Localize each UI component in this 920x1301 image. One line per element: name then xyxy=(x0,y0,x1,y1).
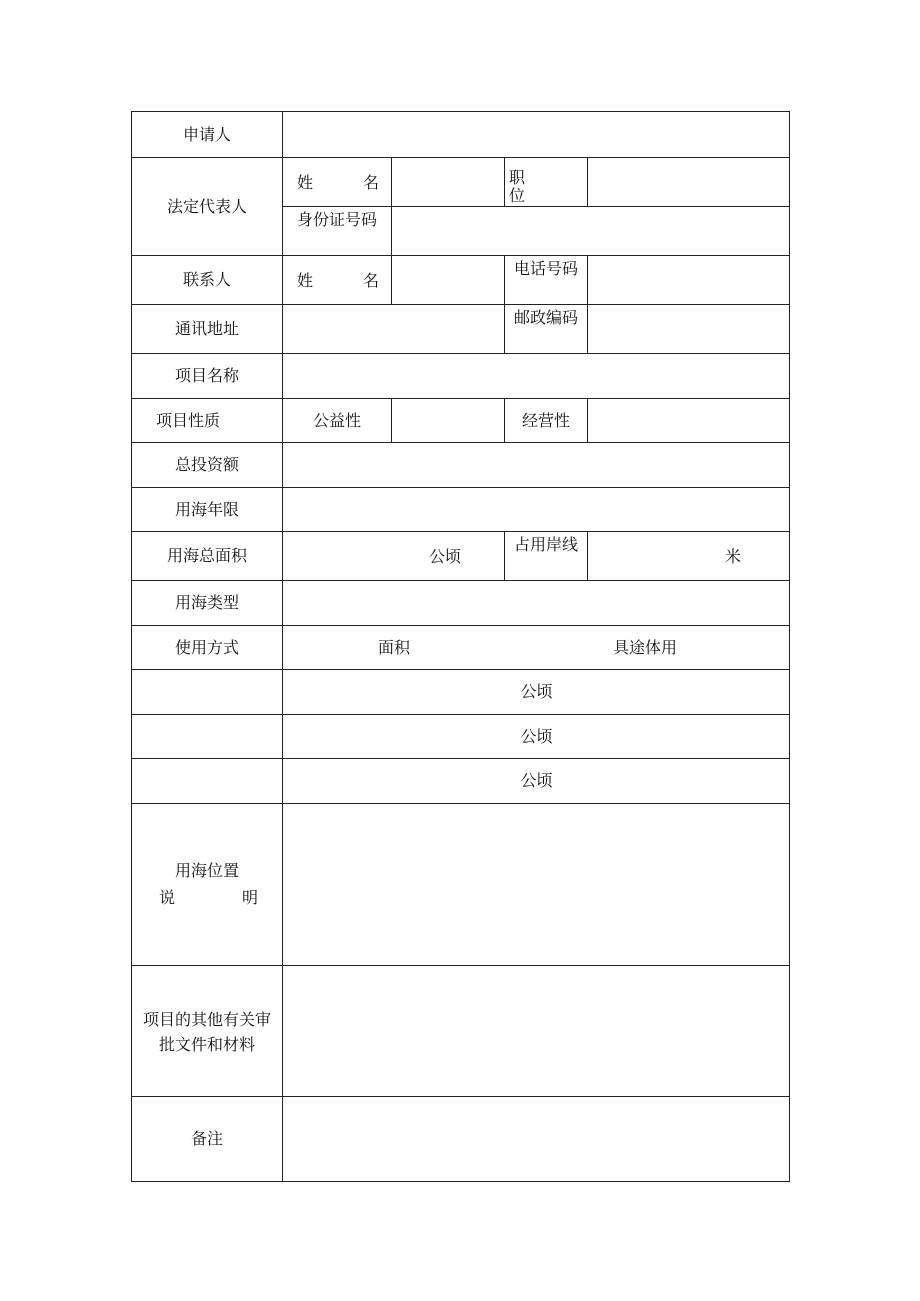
shoreline-unit: 米 xyxy=(725,547,742,566)
public-welfare-value-cell[interactable] xyxy=(392,399,505,443)
location-label-cell xyxy=(132,804,283,966)
usage-row-2-unit: 公顷 xyxy=(520,727,553,746)
total-investment-label: 总投资额 xyxy=(174,455,239,474)
sea-use-type-label-cell xyxy=(132,581,283,626)
usage-row-2-label-cell[interactable] xyxy=(132,715,283,759)
name-char-1: 姓 xyxy=(297,173,314,192)
location-char-2: 明 xyxy=(242,888,259,907)
approvals-label-line-1: 项目的其他有关审 xyxy=(142,1010,271,1029)
contact-name-char-2: 名 xyxy=(363,271,380,290)
total-investment-label-cell xyxy=(132,443,283,488)
total-area-label-cell xyxy=(132,532,283,581)
project-name-value-cell[interactable] xyxy=(283,354,790,399)
usage-row-1-value-cell[interactable] xyxy=(283,670,790,715)
contact-name-label-cell xyxy=(283,256,392,305)
phone-label-cell xyxy=(505,256,588,305)
remarks-label: 备注 xyxy=(190,1129,223,1148)
legal-rep-label-cell xyxy=(132,158,283,256)
usage-row-1-unit: 公顷 xyxy=(520,682,553,701)
legal-rep-label: 法定代表人 xyxy=(166,197,247,216)
sea-use-application-form xyxy=(131,111,790,1182)
postal-code-label: 邮政编码 xyxy=(514,308,579,327)
sea-use-type-value-cell[interactable] xyxy=(283,581,790,626)
location-char-1: 说 xyxy=(159,888,176,907)
commercial-label-cell xyxy=(505,399,588,443)
specific-use-header: 具途体用 xyxy=(613,638,678,657)
sea-use-term-label: 用海年限 xyxy=(174,500,239,519)
id-number-value-cell[interactable] xyxy=(392,207,790,256)
id-number-label-cell xyxy=(283,207,392,256)
postal-code-label-cell xyxy=(505,305,588,354)
address-label: 通讯地址 xyxy=(174,319,239,338)
project-name-label: 项目名称 xyxy=(174,366,239,385)
sea-use-type-label: 用海类型 xyxy=(174,593,239,612)
approvals-label-cell xyxy=(132,966,283,1097)
usage-mode-header-cell xyxy=(283,626,790,670)
usage-row-1-label-cell[interactable] xyxy=(132,670,283,715)
location-value-cell[interactable] xyxy=(283,804,790,966)
usage-mode-label: 使用方式 xyxy=(174,638,239,657)
usage-row-3-unit: 公顷 xyxy=(520,771,553,790)
contact-name-value-cell[interactable] xyxy=(392,256,505,305)
public-welfare-label: 公益性 xyxy=(312,411,361,430)
total-area-label: 用海总面积 xyxy=(166,546,247,565)
phone-value-cell[interactable] xyxy=(588,256,790,305)
sea-use-term-value-cell[interactable] xyxy=(283,488,790,532)
legal-rep-position-value-cell[interactable] xyxy=(588,158,790,207)
area-header: 面积 xyxy=(378,638,411,657)
public-welfare-label-cell xyxy=(283,399,392,443)
applicant-label: 申请人 xyxy=(182,125,231,144)
sea-use-term-label-cell xyxy=(132,488,283,532)
id-number-label: 身份证号码 xyxy=(297,210,378,229)
usage-row-3-label-cell[interactable] xyxy=(132,759,283,804)
location-label-line-1: 用海位置 xyxy=(174,861,239,880)
usage-row-3-value-cell[interactable] xyxy=(283,759,790,804)
postal-code-value-cell[interactable] xyxy=(588,305,790,354)
commercial-label: 经营性 xyxy=(521,411,570,430)
name-char-2: 名 xyxy=(363,173,380,192)
project-name-label-cell xyxy=(132,354,283,399)
legal-rep-name-value-cell[interactable] xyxy=(392,158,505,207)
position-char-2: 位 xyxy=(509,186,526,205)
remarks-label-cell xyxy=(132,1097,283,1181)
approvals-value-cell[interactable] xyxy=(283,966,790,1097)
total-investment-value-cell[interactable] xyxy=(283,443,790,488)
approvals-label-line-2: 批文件和材料 xyxy=(158,1035,255,1054)
shoreline-label: 占用岸线 xyxy=(514,535,579,554)
project-nature-label: 项目性质 xyxy=(156,411,221,430)
total-area-value-cell[interactable] xyxy=(283,532,505,581)
contact-name-char-1: 姓 xyxy=(297,271,314,290)
shoreline-value-cell[interactable] xyxy=(588,532,790,581)
applicant-value-cell[interactable] xyxy=(283,112,790,158)
address-value-cell[interactable] xyxy=(283,305,505,354)
address-label-cell xyxy=(132,305,283,354)
commercial-value-cell[interactable] xyxy=(588,399,790,443)
contact-label-cell xyxy=(132,256,283,305)
position-char-1: 职 xyxy=(509,168,526,187)
legal-rep-name-label-cell xyxy=(283,158,392,207)
contact-label: 联系人 xyxy=(182,270,231,289)
legal-rep-position-label-cell xyxy=(505,158,588,207)
applicant-label-cell xyxy=(132,112,283,158)
shoreline-label-cell xyxy=(505,532,588,581)
project-nature-label-cell xyxy=(132,399,283,443)
remarks-value-cell[interactable] xyxy=(283,1097,790,1181)
total-area-unit: 公顷 xyxy=(429,547,462,566)
phone-label: 电话号码 xyxy=(514,259,579,278)
usage-mode-label-cell xyxy=(132,626,283,670)
usage-row-2-value-cell[interactable] xyxy=(283,715,790,759)
